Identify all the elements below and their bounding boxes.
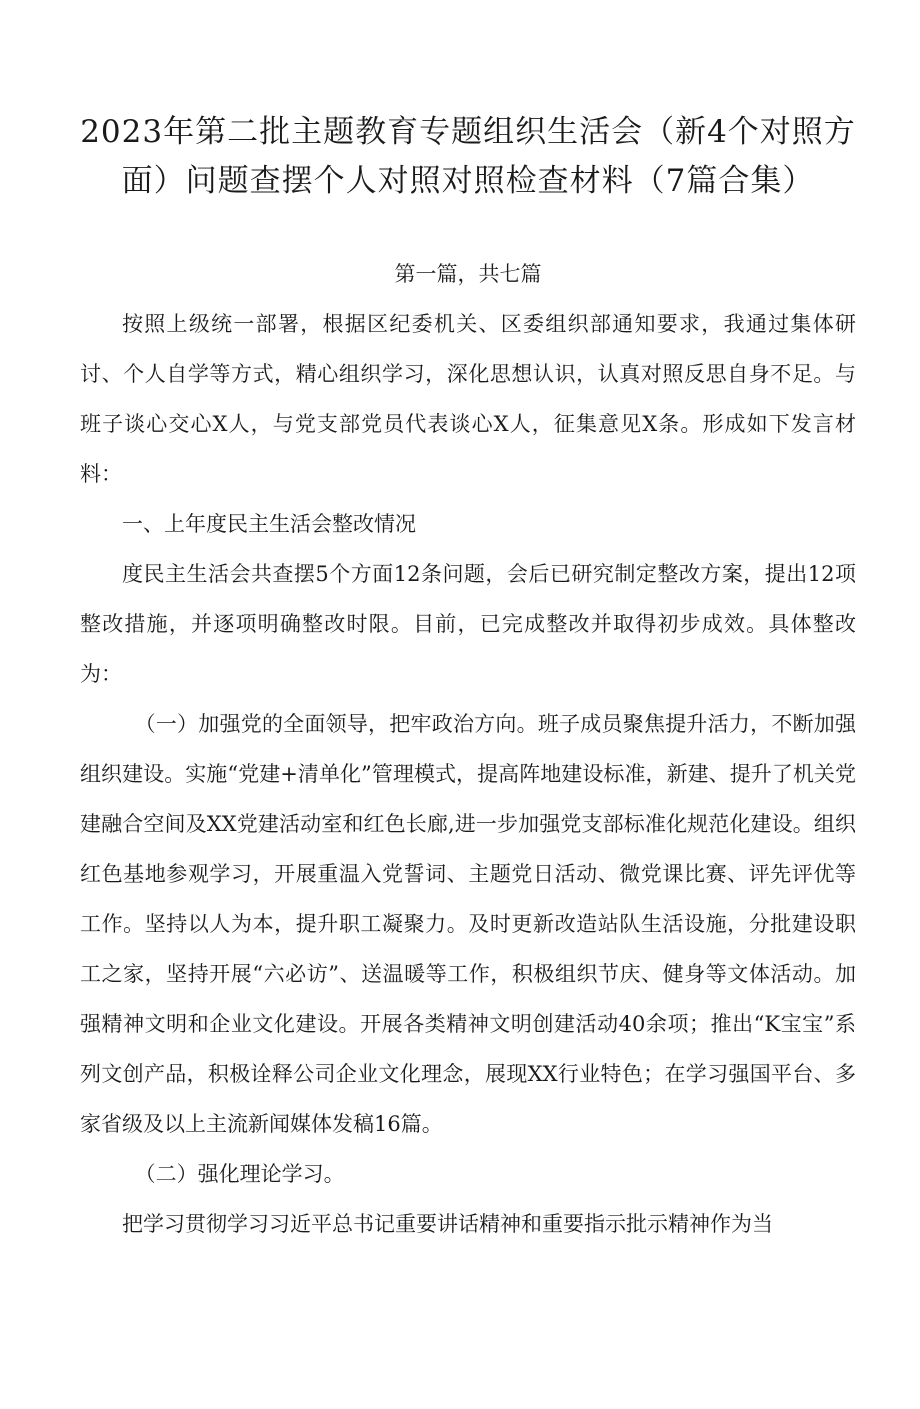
body-paragraph: （一）加强党的全面领导，把牢政治方向。班子成员聚焦提升活力，不断加强组织建设。实施“党建+清单化”管理模式，提高阵地建设标准，新建、提升了机关党建融合空间及XX党建活动室和红色长廊,进一步加强党支部标准化规范化建设。组织红色基地参观学习，开展重温入党誓词、主题党日活动、微党课比赛、评先评优等工作。坚持以人为本，提升职工凝聚力。及时更新改造站队生活设施，分批建设职工之家，坚持开展“六必访”、送温暖等工作，积极组织节庆、健身等文体活动。加强精神文明和企业文化建设。开展各类精神文明创建活动40余项；推出“K宝宝”系列文创产品，积极诠释公司企业文化理念，展现XX行业特色；在学习强国平台、多家省级及以上主流新闻媒体发稿16篇。 <box>80 712 856 1136</box>
subsection-heading: （二）强化理论学习。 <box>134 1162 345 1186</box>
title-line-1: 2023年第二批主题教育专题组织生活会（新4个对照方 <box>80 114 856 150</box>
title-line-2: 面）问题查摆个人对照对照检查材料（7篇合集） <box>121 163 815 199</box>
body-paragraph: 度民主生活会共查摆5个方面12条问题，会后已研究制定整改方案，提出12项整改措施，并逐项明确整改时限。目前，已完成整改并取得初步成效。具体整改为： <box>80 562 856 686</box>
document-title <box>80 108 856 206</box>
body-paragraph: 把学习贯彻学习习近平总书记重要讲话精神和重要指示批示精神作为当 <box>122 1212 773 1236</box>
section-heading: 一、上年度民主生活会整改情况 <box>122 512 416 536</box>
body-paragraph: 按照上级统一部署，根据区纪委机关、区委组织部通知要求，我通过集体研讨、个人自学等方式，精心组织学习，深化思想认识，认真对照反思自身不足。与班子谈心交心X人，与党支部党员代表谈心X人，征集意见X条。形成如下发言材料： <box>80 312 856 486</box>
document-page <box>0 108 920 1409</box>
section-subtitle: 第一篇，共七篇 <box>394 262 542 286</box>
